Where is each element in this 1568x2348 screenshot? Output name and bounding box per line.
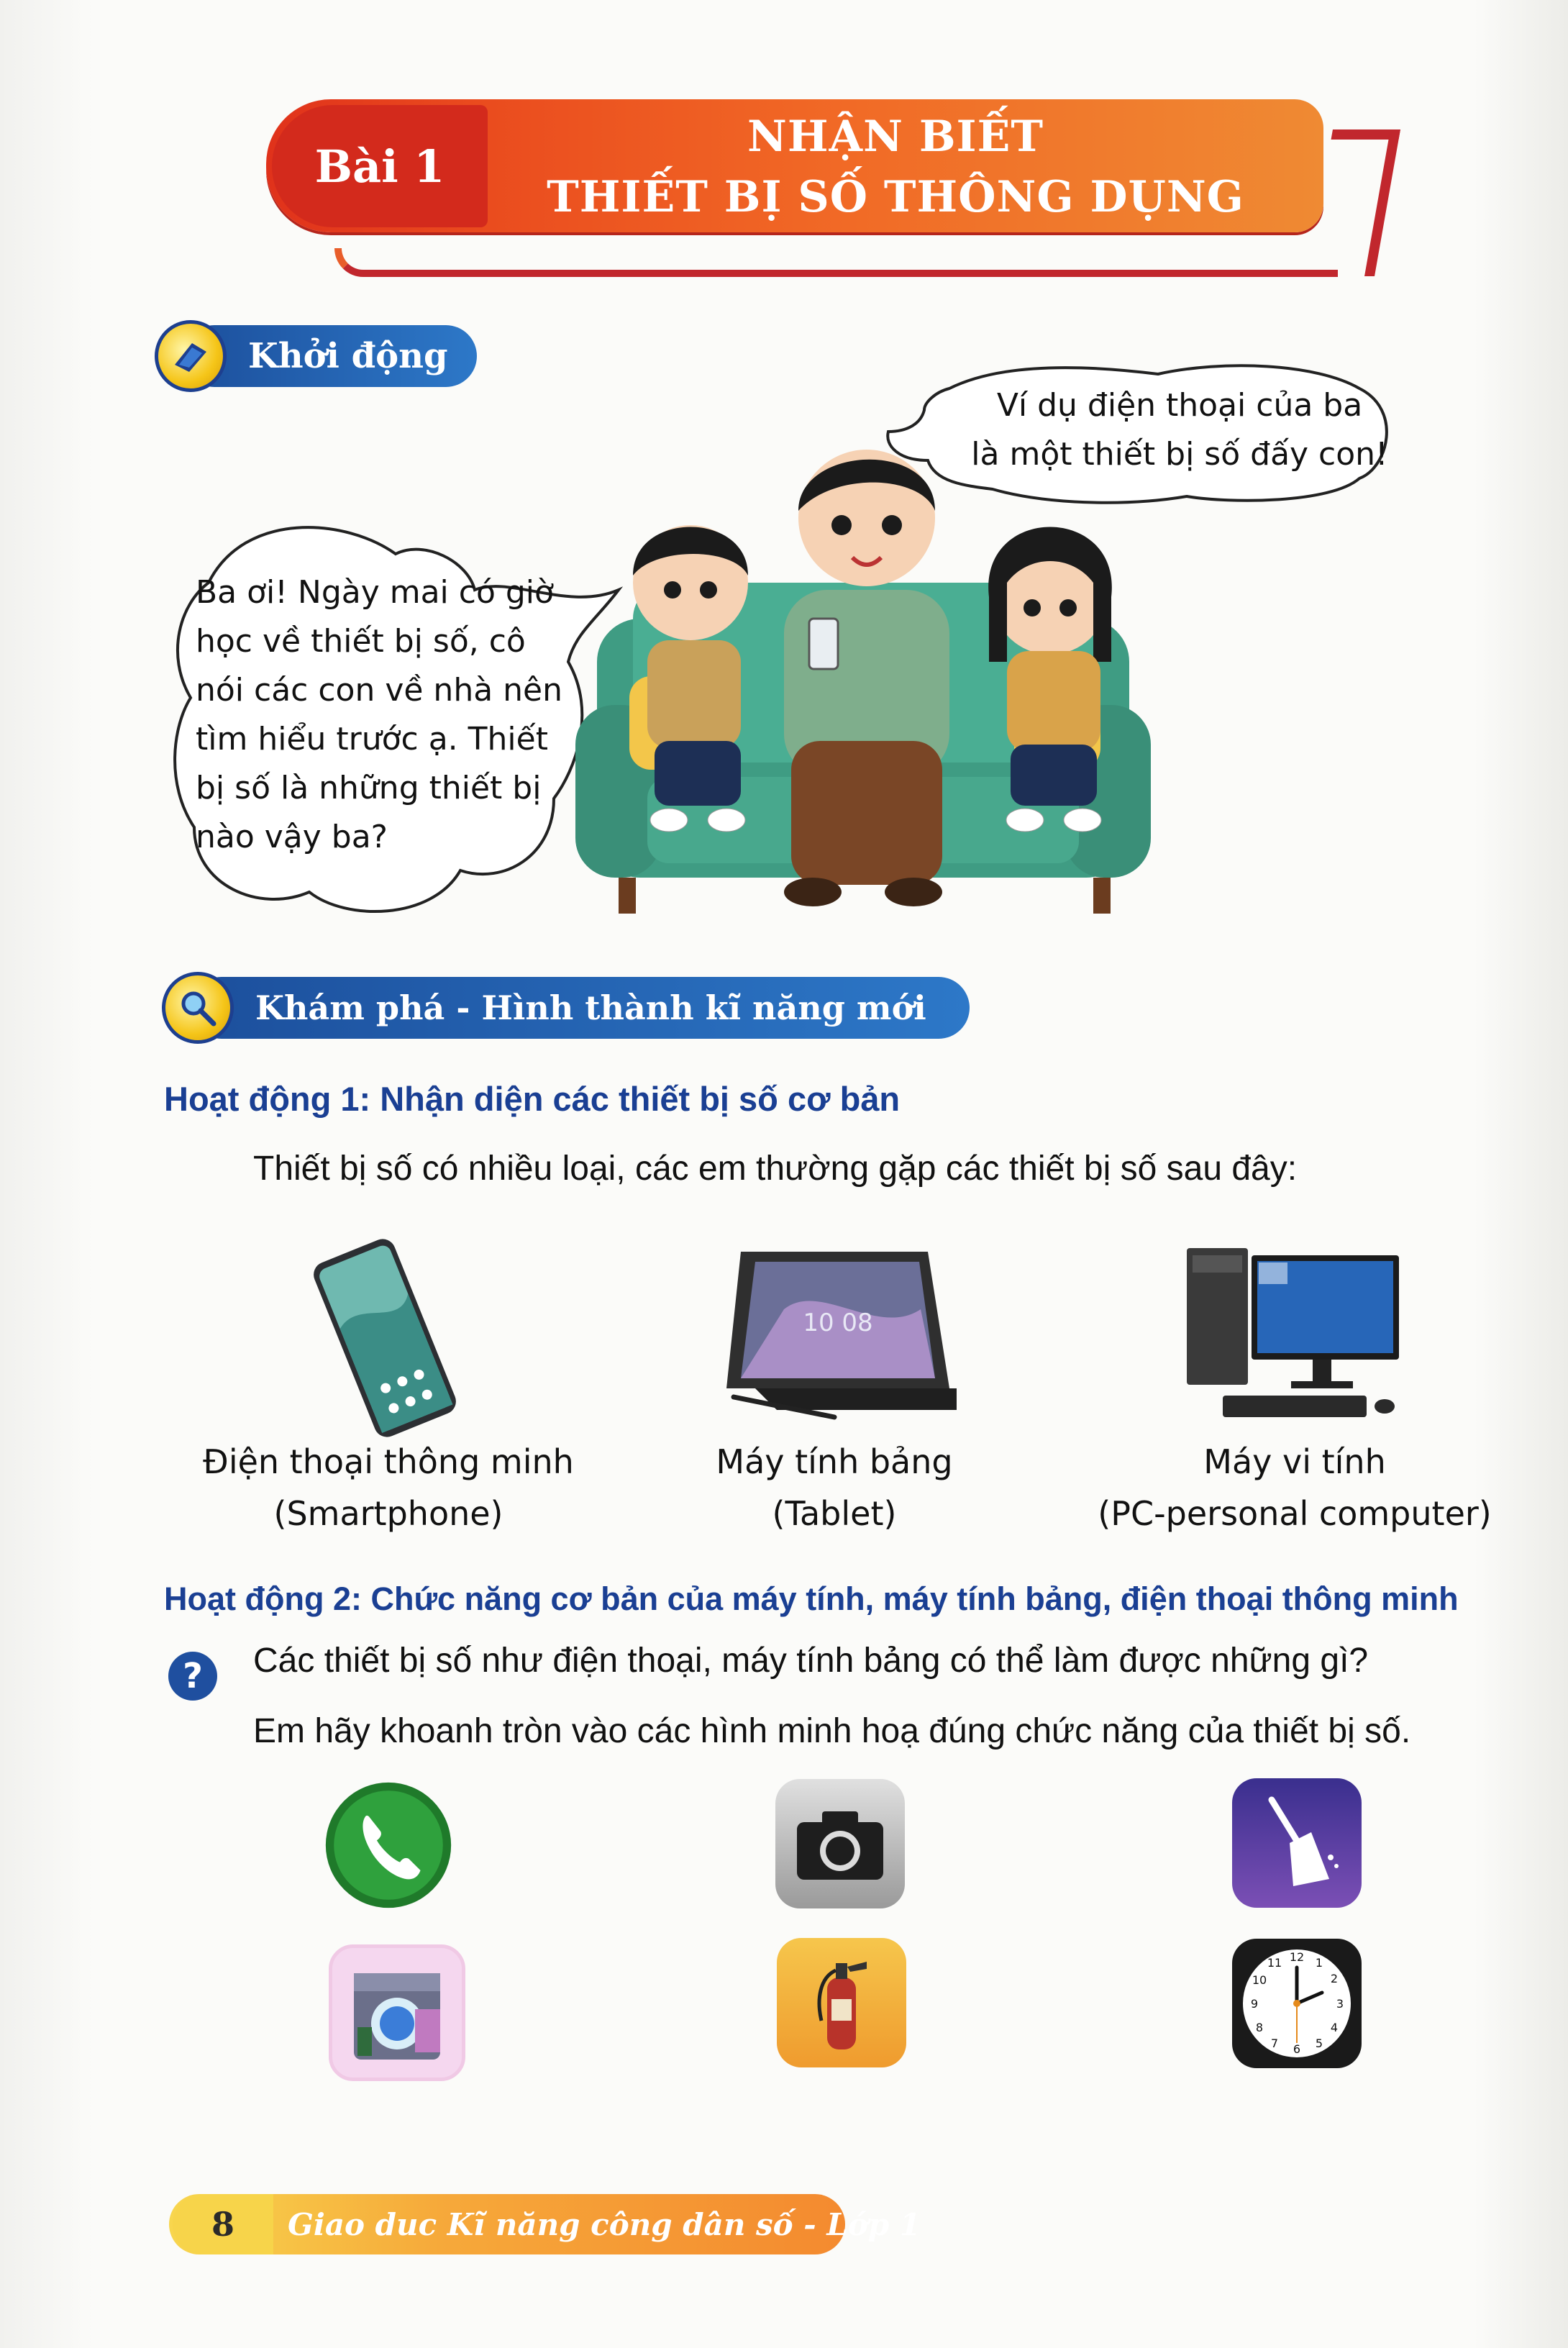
activity2-instruction: Em hãy khoanh tròn vào các hình minh hoạ đúng chức năng của thiết bị số. [253,1712,1411,1750]
father-line: Ví dụ điện thoại của ba [996,387,1363,424]
activity2-heading: Hoạt động 2: Chức năng cơ bản của máy tính, máy tính bảng, điện thoại thông minh [164,1580,1459,1617]
svg-text:8: 8 [1255,2021,1264,2034]
svg-text:1: 1 [1315,1956,1323,1970]
broom-icon[interactable] [1232,1778,1362,1908]
child-line: nói các con về nhà nên [196,672,562,709]
tablet-clock-text: 10 08 [803,1309,873,1337]
washing-machine-icon[interactable] [329,1944,465,2081]
svg-text:?: ? [183,1656,203,1696]
fire-extinguisher-icon[interactable] [777,1938,906,2067]
tablet-caption [669,1436,1000,1539]
device-name: Máy tính bảng [716,1442,953,1481]
question-icon [164,1647,222,1705]
svg-text:7: 7 [1270,2037,1279,2050]
lesson-title [503,106,1287,227]
device-sub: (Tablet) [772,1494,897,1533]
book-title: Giao duc Kĩ năng công dân số - Lớp 1 [288,2206,921,2242]
activity1-heading: Hoạt động 1: Nhận diện các thiết bị số cơ bản [164,1080,901,1118]
device-sub: (PC-personal computer) [1098,1494,1492,1533]
child-line: bị số là những thiết bị [196,770,542,806]
smartphone-caption [201,1436,575,1539]
lesson-title-line2: THIẾT BỊ SỐ THÔNG DỤNG [547,172,1244,222]
explore-label: Khám phá - Hình thành kĩ năng mới [191,977,970,1039]
device-name: Máy vi tính [1203,1442,1386,1481]
clock-icon[interactable] [1232,1939,1362,2068]
smartphone-image [302,1234,468,1442]
activity1-intro: Thiết bị số có nhiều loại, các em thường gặp các thiết bị số sau đây: [253,1150,1298,1188]
svg-text:12: 12 [1289,1950,1305,1964]
family-sofa-illustration [575,403,1151,921]
warmup-label: Khởi động [183,325,477,387]
svg-text:4: 4 [1330,2021,1339,2034]
child-line: tìm hiểu trước ạ. Thiết [196,721,548,757]
explore-section-header [162,977,970,1039]
svg-text:5: 5 [1315,2037,1323,2050]
page-number: 8 [173,2194,273,2254]
child-speech-text [196,568,562,862]
lesson-number: Bài 1 [314,140,445,193]
warmup-section-header [155,325,477,387]
svg-text:3: 3 [1336,1997,1344,2011]
lesson-title-line1: NHẬN BIẾT [747,112,1044,162]
device-sub: (Smartphone) [273,1494,503,1533]
magnifier-icon [162,972,234,1044]
svg-text:11: 11 [1267,1956,1282,1970]
father-line: là một thiết bị số đấy con! [971,436,1388,473]
child-line: Ba ơi! Ngày mai có giờ [196,574,554,611]
svg-text:6: 6 [1293,2042,1301,2056]
banner-underline [334,248,1338,277]
pc-caption [1079,1436,1510,1539]
svg-text:10: 10 [1252,1973,1267,1987]
phone-call-icon[interactable] [324,1780,453,1910]
svg-text:9: 9 [1250,1997,1259,2011]
pc-image [1180,1241,1410,1428]
svg-text:2: 2 [1330,1972,1339,1985]
device-name: Điện thoại thông minh [203,1442,574,1481]
activity2-question: Các thiết bị số như điện thoại, máy tính bảng có thể làm được những gì? [253,1642,1369,1680]
child-line: nào vậy ba? [196,819,388,855]
camera-icon[interactable] [775,1779,905,1908]
child-line: học về thiết bị số, cô [196,623,526,660]
play-icon [155,320,227,392]
tablet-image [712,1237,971,1424]
